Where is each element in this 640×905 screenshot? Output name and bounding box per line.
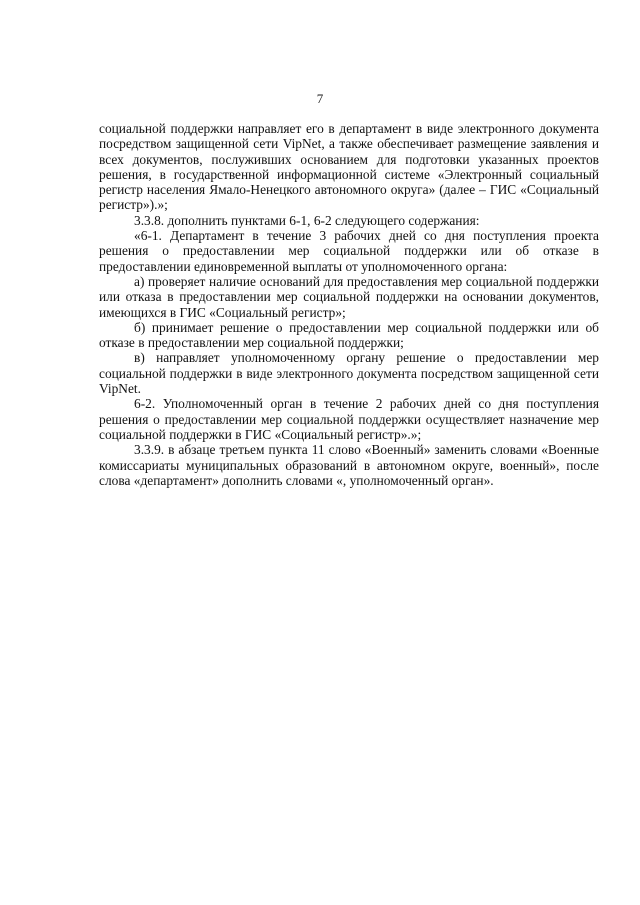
paragraph-3-3-9: 3.3.9. в абзаце третьем пункта 11 слово «Военный» заменить словами «Военные комиссариаты муниципальных образований в автономном округе, военный», после слова «департамент» дополнить словами «, уполномоченный орган». [99, 442, 599, 488]
paragraph-continuation: социальной поддержки направляет его в департамент в виде электронного документа посредством защищенной сети VipNet, а также обеспечивает размещение заявления и всех документов, послуживших основанием для подготовки указанных проектов решения, в государственной информационной системе «Электронный социальный регистр населения Ямало-Ненецкого автономного округа» (далее – ГИС «Социальный регистр»).»; [99, 121, 599, 213]
page-number: 7 [316, 91, 324, 106]
document-body [99, 121, 599, 488]
paragraph-6-1-a: а) проверяет наличие оснований для предоставления мер социальной поддержки или отказа в предоставлении мер социальной поддержки на основании документов, имеющихся в ГИС «Социальный регистр»; [99, 273, 599, 320]
paragraph-6-1-v: в) направляет уполномоченному органу решение о предоставлении мер социальной поддержки в виде электронного документа посредством защищенной сети VipNet. [99, 350, 599, 397]
paragraph-6-1-b: б) принимает решение о предоставлении мер социальной поддержки или об отказе в предоставлении мер социальной поддержки; [99, 319, 599, 351]
paragraph-6-2: 6-2. Уполномоченный орган в течение 2 рабочих дней со дня поступления решения о предоставлении мер социальной поддержки осуществляет назначение мер социальной поддержки в ГИС «Социальный регистр».»; [99, 396, 599, 442]
paragraph-3-3-8: 3.3.8. дополнить пунктами 6-1, 6-2 следующего содержания: [134, 212, 480, 228]
paragraph-6-1: «6-1. Департамент в течение 3 рабочих дней со дня поступления проекта решения о предоставлении мер социальной поддержки или об отказе в предоставлении единовременной выплаты от уполномоченного органа: [99, 228, 599, 274]
